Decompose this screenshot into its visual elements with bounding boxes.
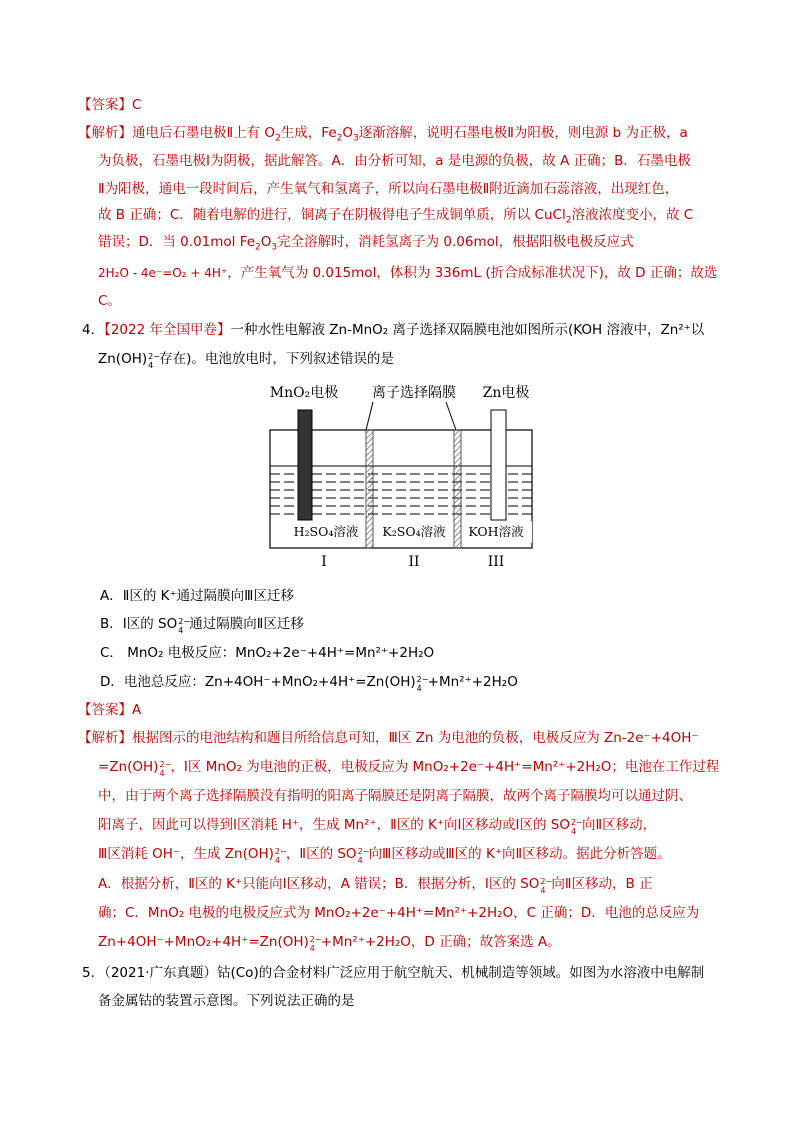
zn-electrode (491, 410, 506, 520)
analysis2-line3: 中，由于两个离子选择隔膜没有指明的阳离子隔膜还是阴离子隔膜，故两个离子隔膜均可以通过阴、 (98, 788, 692, 804)
analysis1-line5 (98, 232, 634, 252)
subscript: 4 (274, 856, 281, 865)
ion-charge (177, 616, 191, 635)
option-a: A．Ⅱ区的 K⁺通过隔膜向Ⅲ区迁移 (100, 588, 294, 604)
option-b (100, 614, 304, 634)
sol1-label: H₂SO₄溶液 (293, 524, 359, 539)
superscript: 2− (416, 675, 429, 684)
text: Ⅲ区消耗 OH⁻，生成 Zn(OH) (98, 846, 274, 862)
analysis1-line7: C。 (98, 293, 121, 309)
subscript: 4 (416, 684, 422, 693)
answer-label: 【答案】 (78, 702, 132, 718)
text: 完全溶解时，消耗氢离子为 0.06mol，根据阳极电极反应式 (277, 234, 634, 250)
text: 通电后石墨电极Ⅱ上有 O (132, 125, 276, 141)
text: B．Ⅰ区的 SO (100, 616, 178, 632)
text: 向Ⅱ区移动，B 正 (551, 876, 653, 892)
analysis2-line1 (78, 728, 699, 748)
superscript: 2− (540, 877, 553, 886)
text: ，产生氧气为 0.015mol，体积为 336mL (折合成标准状况下)，故 D 正确；故选 (227, 265, 718, 281)
text: A．根据分析，Ⅱ区的 K⁺只能向Ⅰ区移动，A 错误；B．根据分析，Ⅰ区的 SO (98, 876, 540, 892)
text: D．电池总反应：Zn+4OH⁻+MnO₂+4H⁺=Zn(OH) (100, 674, 416, 690)
equation: 2H₂O - 4e⁻=O₂ + 4H⁺ (98, 266, 228, 280)
sol2-label: K₂SO₄溶液 (382, 524, 446, 539)
sub: 3 (353, 133, 359, 144)
sub: 2 (255, 242, 261, 253)
text: O (260, 234, 272, 250)
ion-charge (147, 351, 160, 370)
subscript: 4 (309, 944, 315, 953)
question4-line1 (82, 320, 704, 340)
superscript: 2− (274, 847, 287, 856)
analysis1-line6 (98, 263, 717, 283)
mno2-electrode (298, 410, 312, 520)
analysis2-line5 (98, 844, 671, 864)
membrane-pointer-left (366, 402, 373, 430)
question4-line2 (98, 349, 394, 369)
superscript: 2− (570, 818, 583, 827)
text: 错误；D．当 0.01mol Fe (98, 234, 256, 250)
sub: 3 (271, 242, 278, 253)
sub: 2 (275, 133, 281, 144)
answer-line-1 (78, 95, 141, 115)
analysis2-line2 (98, 757, 719, 777)
text: +Mn²⁺+2H₂O (427, 674, 518, 690)
option-d (100, 672, 518, 692)
membrane-pointer-right (446, 402, 456, 430)
analysis-label: 【解析】 (78, 730, 132, 746)
question5-line1: 5．（2021·广东真题）钴(Co)的合金材料广泛应用于航空航天、机械制造等领域。如图为水溶液中电解制 (82, 965, 705, 981)
battery-diagram (266, 380, 536, 572)
superscript: 2− (178, 617, 191, 626)
subscript: 4 (540, 886, 546, 895)
zone2-label: II (408, 554, 420, 570)
ion-charge (539, 876, 553, 895)
ion-charge (309, 934, 322, 953)
subscript: 4 (159, 769, 165, 778)
analysis1-line4 (98, 205, 693, 225)
text: 存在)。电池放电时，下列叙述错误的是 (159, 351, 394, 367)
ion-charge (274, 846, 287, 865)
text: Zn(OH) (98, 351, 148, 367)
zone1-label: I (321, 554, 327, 570)
text: 逐渐溶解，说明石墨电极Ⅱ为阳极，则电源 b 为正极，a (358, 125, 688, 141)
ion-charge (570, 817, 583, 836)
ion-charge (416, 674, 429, 693)
text: Zn+4OH⁻+MnO₂+4H⁺=Zn(OH) (98, 934, 309, 950)
text: 根据图示的电池结构和题目所给信息可知，Ⅲ区 Zn 为电池的负极，电极反应为 Zn-2e⁻+4OH⁻ (132, 730, 699, 746)
question-source: 【2022 年全国甲卷】 (104, 322, 231, 338)
membrane-right (454, 430, 461, 548)
subscript: 4 (178, 626, 184, 635)
sub: 2 (336, 133, 343, 144)
ion-charge (158, 759, 172, 778)
text: 故 B 正确；C．随着电解的进行，铜离子在阴极得电子生成铜单质，所以 CuCl (98, 207, 566, 223)
answer-value: A (132, 702, 142, 718)
subscript: 4 (148, 361, 154, 370)
text: ，Ⅱ区的 SO (285, 846, 357, 862)
analysis2-line4 (98, 815, 656, 835)
text: =Zn(OH) (98, 759, 159, 775)
text: 一种水性电解液 Zn-MnO₂ 离子选择双隔膜电池如图所示(KOH 溶液中，Zn²⁺以 (230, 322, 705, 338)
subscript: 4 (357, 856, 363, 865)
subscript: 4 (570, 827, 577, 836)
text: O (342, 125, 354, 141)
question5-line2: 备金属钴的装置示意图。下列说法正确的是 (98, 993, 355, 1009)
membrane-left (366, 430, 373, 548)
zone3-label: III (487, 554, 505, 570)
analysis2-line6 (98, 874, 653, 894)
analysis1-line2: 为负极，石墨电极Ⅰ为阴极，据此解答。A．由分析可知，a 是电源的负极，故 A 正确；B．石墨电极 (98, 153, 691, 169)
ion-charge (357, 846, 370, 865)
text: 生成，Fe (280, 125, 337, 141)
text: ，Ⅰ区 MnO₂ 为电池的正极，电极反应为 MnO₂+2e⁻+4H⁺=Mn²⁺+2H₂O；电池在工作过程 (170, 759, 720, 775)
superscript: 2− (148, 352, 160, 361)
analysis2-line8 (98, 932, 561, 952)
text: 阳离子，因此可以得到Ⅰ区消耗 H⁺，生成 Mn²⁺，Ⅱ区的 K⁺向Ⅰ区移动或Ⅰ区的 SO (98, 817, 570, 833)
text: +Mn²⁺+2H₂O，D 正确；故答案选 A。 (320, 934, 561, 950)
superscript: 2− (357, 847, 370, 856)
analysis2-line7: 确；C．MnO₂ 电极的电极反应式为 MnO₂+2e⁻+4H⁺=Mn²⁺+2H₂O，C 正确；D．电池的总反应为 (98, 905, 700, 921)
text: 通过隔膜向Ⅱ区迁移 (189, 616, 304, 632)
answer-line-2 (78, 700, 141, 720)
answer-value: C (132, 97, 142, 113)
membrane-label: 离子选择隔膜 (372, 385, 456, 401)
analysis-label: 【解析】 (78, 125, 132, 141)
option-c: C． MnO₂ 电极反应：MnO₂+2e⁻+4H⁺=Mn²⁺+2H₂O (100, 645, 435, 661)
analysis1-line1 (78, 123, 688, 143)
superscript: 2− (159, 760, 172, 769)
text: 溶液浓度变小，故 C (571, 207, 694, 223)
zn-electrode-label: Zn电极 (482, 385, 530, 401)
superscript: 2− (309, 935, 322, 944)
mno2-electrode-label: MnO₂电极 (269, 385, 339, 401)
answer-label: 【答案】 (78, 97, 132, 113)
question-number: 4． (82, 322, 105, 338)
analysis1-line3: Ⅱ为阳极，通电一段时间后，产生氧气和氢离子，所以向石墨电极Ⅱ附近滴加石蕊溶液，出现红色， (98, 181, 679, 197)
sol3-label: KOH溶液 (468, 524, 524, 539)
text: 向Ⅲ区移动或Ⅲ区的 K⁺向Ⅱ区移动。据此分析答题。 (368, 846, 671, 862)
sub: 2 (565, 215, 572, 226)
text: 向Ⅱ区移动， (581, 817, 657, 833)
